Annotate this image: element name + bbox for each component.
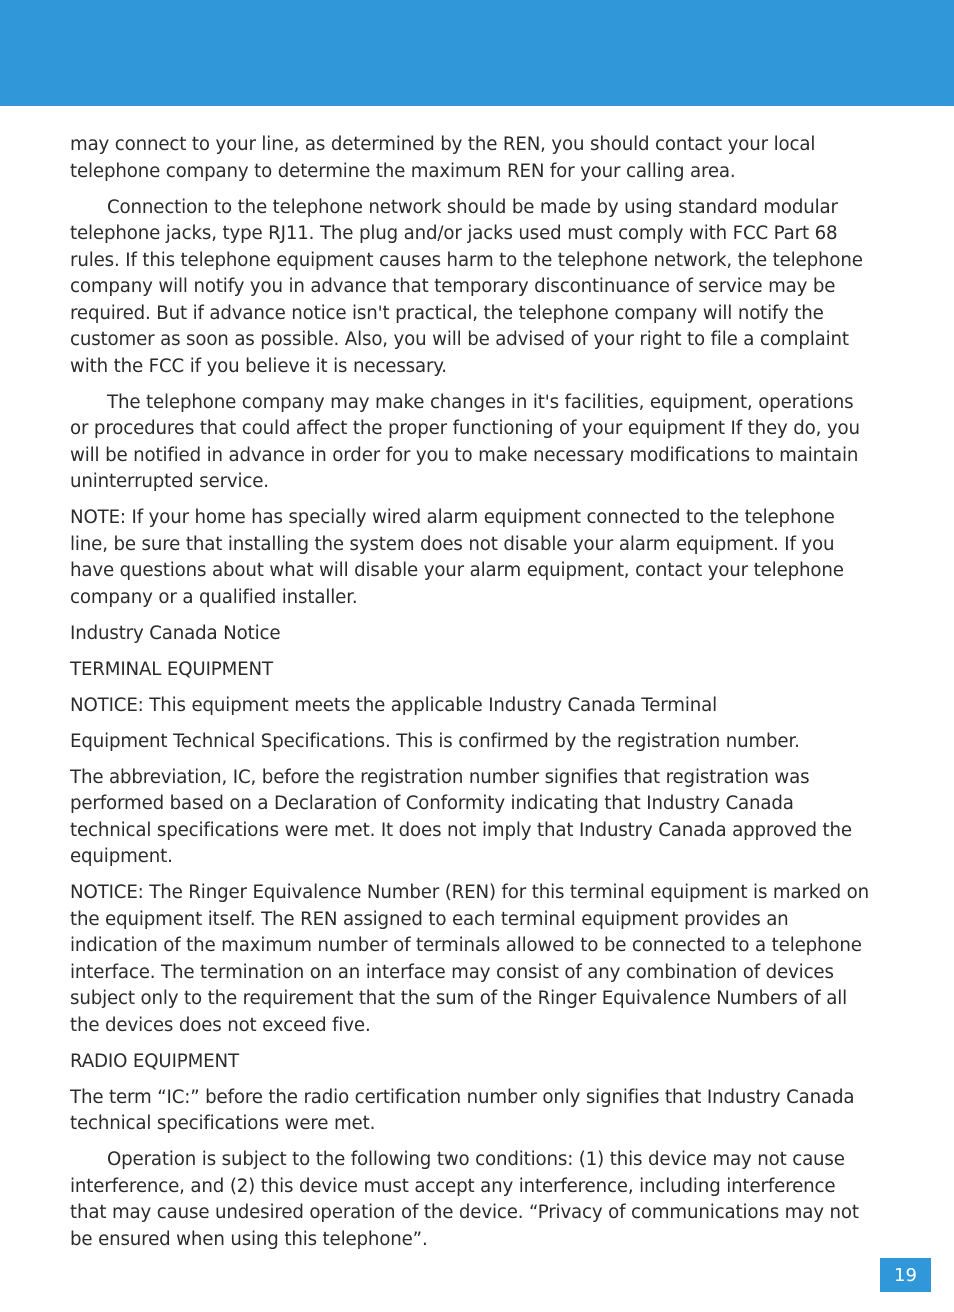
paragraph-equipment-specs: Equipment Technical Specifications. This is confirmed by the registration number.: [70, 730, 800, 752]
heading-industry-canada: Industry Canada Notice: [70, 622, 281, 644]
heading-radio-equipment: RADIO EQUIPMENT: [70, 1050, 239, 1072]
paragraph-alarm-note: NOTE: If your home has specially wired alarm equipment connected to the telephone line, be sure that installing the system does not disable your alarm equipment. If you have questions about what will disable your alarm equipment, contact your telephone company or a qualified installer.: [70, 507, 844, 608]
body-text: [70, 132, 870, 1263]
paragraph-ren-notice: NOTICE: The Ringer Equivalence Number (REN) for this terminal equipment is marked on the equipment itself. The REN assigned to each terminal equipment provides an indication of the maximum number of terminals allowed to be connected to a telephone interface. The termination on an interface may consist of any combination of devices subject only to the requirement that the sum of the Ringer Equivalence Numbers of all the devices does not exceed five.: [70, 882, 869, 1036]
paragraph-changes: The telephone company may make changes in it's facilities, equipment, operations or procedures that could affect the proper functioning of your equipment If they do, you will be notified in advance in order for you to make necessary modifications to maintain uninterrupted service.: [70, 391, 860, 492]
paragraph-abbreviation: The abbreviation, IC, before the registration number signifies that registration was performed based on a Declaration of Conformity indicating that Industry Canada technical specifications were met. It does not imply that Industry Canada approved the equipment.: [70, 766, 852, 867]
paragraph-operation-conditions: Operation is subject to the following two conditions: (1) this device may not cause interference, and (2) this device must accept any interference, including interference that may cause undesired operation of the device. “Privacy of communications may not be ensured when using this telephone”.: [70, 1149, 859, 1250]
paragraph-notice-terminal: NOTICE: This equipment meets the applicable Industry Canada Terminal: [70, 694, 718, 716]
page-number: 19: [894, 1264, 917, 1286]
header-band: [0, 0, 954, 106]
paragraph-connection: Connection to the telephone network should be made by using standard modular telephone jacks, type RJ11. The plug and/or jacks used must comply with FCC Part 68 rules. If this telephone equipment causes harm to the telephone network, the telephone company will notify you in advance that temporary discontinuance of service may be required. But if advance notice isn't practical, the telephone company will notify the customer as soon as possible. Also, you will be advised of your right to file a complaint with the FCC if you believe it is necessary.: [70, 196, 863, 377]
page-number-badge: [880, 1258, 931, 1292]
paragraph-ren-contact: may connect to your line, as determined by the REN, you should contact your local telephone company to determine the maximum REN for your calling area.: [70, 134, 816, 182]
heading-terminal-equipment: TERMINAL EQUIPMENT: [70, 658, 273, 680]
paragraph-ic-term: The term “IC:” before the radio certification number only signifies that Industry Canada technical specifications were met.: [70, 1086, 855, 1134]
